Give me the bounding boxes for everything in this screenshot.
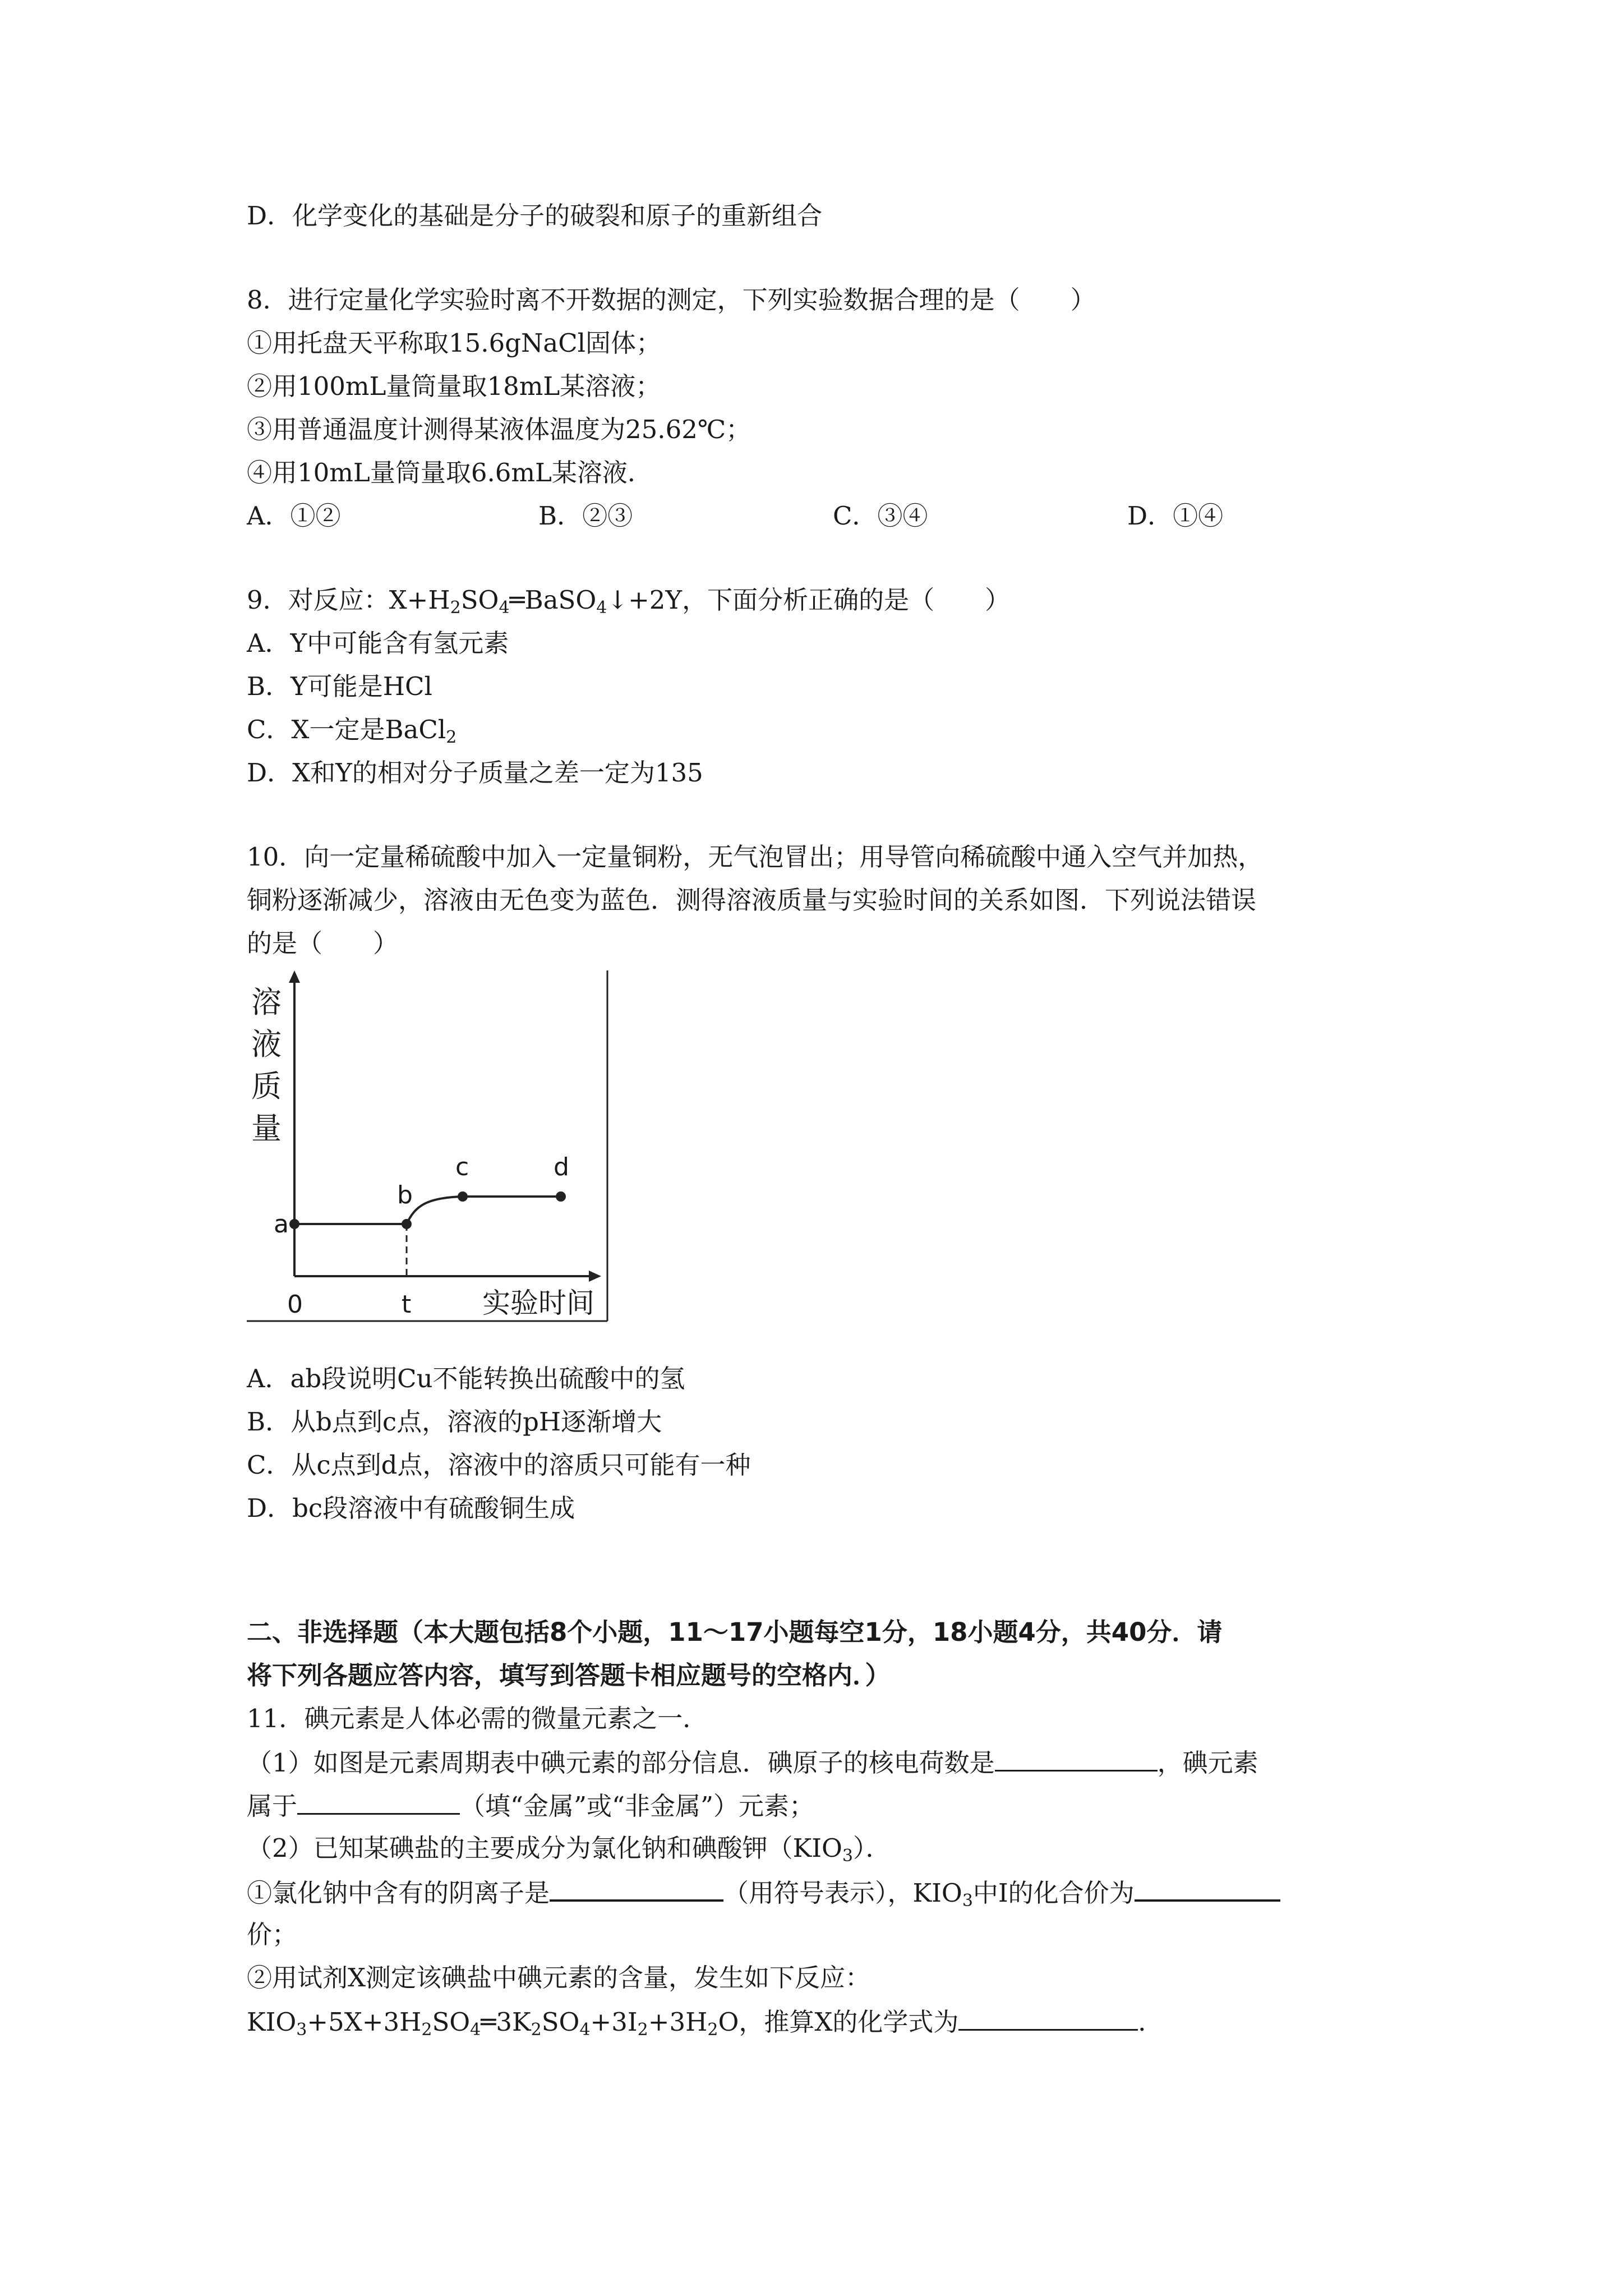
q9-option-d: D．X和Y的相对分子质量之差一定为135 <box>247 758 703 788</box>
x-tick-t: t <box>402 1290 412 1319</box>
q9-stem: 9．对反应：$X+H_2SO_4═BaSO_4↓+2Y$，下面分析正确的是（ ） <box>247 585 1011 618</box>
q9-option-b: B．Y可能是HCl <box>247 671 432 701</box>
q10-option-d: D．bc段溶液中有硫酸铜生成 <box>247 1493 575 1523</box>
q8-item-3: ③用普通温度计测得某液体温度为25.62℃； <box>247 415 751 444</box>
q8-item-1: ①用托盘天平称取15.6gNaCl固体； <box>247 328 662 358</box>
q11-equation: $KIO_3+5X+3H_2SO_4═3K_2SO_4+3I_2+3H_2O$，推算X的化学式为 ． <box>247 2004 1163 2039</box>
y-label-char-4: 量 <box>251 1111 282 1146</box>
q10-option-a: A．ab段说明Cu不能转换出硫酸中的氢 <box>247 1364 685 1393</box>
section2-heading-line-2: 将下列各题应答内容，填写到答题卡相应题号的空格内．） <box>247 1660 891 1690</box>
point-c <box>458 1191 468 1202</box>
q10-option-c: C．从c点到d点，溶液中的溶质只可能有一种 <box>247 1450 751 1480</box>
q8-option-a: A．①② <box>247 501 341 531</box>
q10-option-b: B．从b点到c点，溶液的pH逐渐增大 <box>247 1407 662 1437</box>
y-label-char-2: 液 <box>251 1027 282 1062</box>
q11-sub2: ②用试剂X测定该碘盐中碘元素的含量，发生如下反应： <box>247 1963 871 1993</box>
q10-stem-line-3: 的是（ ） <box>247 928 399 958</box>
y-label-char-1: 溶 <box>251 984 282 1020</box>
q8-option-d: D．①④ <box>1127 501 1224 531</box>
q11-sub1: ①氯化钠中含有的阴离子是 （用符号表示），$KIO_3$中I的化合价为 <box>247 1875 1280 1910</box>
q11-part2: （2）已知某碘盐的主要成分为氯化钠和碘酸钾$(KIO_3)$． <box>247 1833 891 1866</box>
q10-stem-line-2: 铜粉逐渐减少，溶液由无色变为蓝色．测得溶液质量与实验时间的关系如图．下列说法错误 <box>247 885 1257 915</box>
x-tick-0: 0 <box>287 1290 303 1319</box>
answer-blank-anion[interactable] <box>550 1875 723 1902</box>
point-a <box>289 1219 299 1229</box>
q11-stem: 11．碘元素是人体必需的微量元素之一． <box>247 1704 708 1733</box>
q11-sub1-end: 价； <box>247 1920 298 1949</box>
q11-part1-line1: （1）如图是元素周期表中碘元素的部分信息．碘原子的核电荷数是 ，碘元素 <box>247 1745 1258 1780</box>
point-d <box>556 1191 566 1202</box>
label-c: c <box>455 1153 469 1181</box>
answer-blank-valence[interactable] <box>1135 1875 1280 1902</box>
y-label-char-3: 质 <box>251 1069 282 1104</box>
q11-part1-line2: 属于 （填“金属”或“非金属”）元素； <box>247 1788 814 1823</box>
section2-heading-line-1: 二、非选择题（本大题包括8个小题，11～17小题每空1分，18小题4分，共40分．请 <box>247 1617 1223 1647</box>
answer-blank-element-type[interactable] <box>297 1788 460 1815</box>
point-b <box>402 1219 412 1229</box>
q10-chart <box>247 965 617 1324</box>
q8-option-b: B．②③ <box>538 501 633 531</box>
q9-option-c: C．X一定是BaCl$_2$ <box>247 715 457 747</box>
q7-option-d: D．化学变化的基础是分子的破裂和原子的重新组合 <box>247 201 823 231</box>
x-label: 实验时间 <box>482 1287 594 1319</box>
label-a: a <box>274 1210 289 1239</box>
q10-stem-line-1: 10．向一定量稀硫酸中加入一定量铜粉，无气泡冒出；用导管向稀硫酸中通入空气并加热， <box>247 842 1264 872</box>
answer-blank-nuclear-charge[interactable] <box>995 1745 1158 1772</box>
q8-item-4: ④用10mL量筒量取6.6mL某溶液． <box>247 458 653 487</box>
q9-option-a: A．Y中可能含有氢元素 <box>247 628 509 658</box>
y-axis-arrow <box>289 970 300 983</box>
label-d: d <box>554 1153 569 1181</box>
segment-bc <box>407 1197 463 1224</box>
label-b: b <box>397 1181 413 1209</box>
x-axis-arrow <box>589 1271 601 1282</box>
q8-item-2: ②用100mL量筒量取18mL某溶液； <box>247 371 661 401</box>
q8-option-c: C．③④ <box>833 501 928 531</box>
q8-stem: 8．进行定量化学实验时离不开数据的测定，下列实验数据合理的是（ ） <box>247 285 1096 315</box>
answer-blank-formula-x[interactable] <box>958 2004 1138 2031</box>
